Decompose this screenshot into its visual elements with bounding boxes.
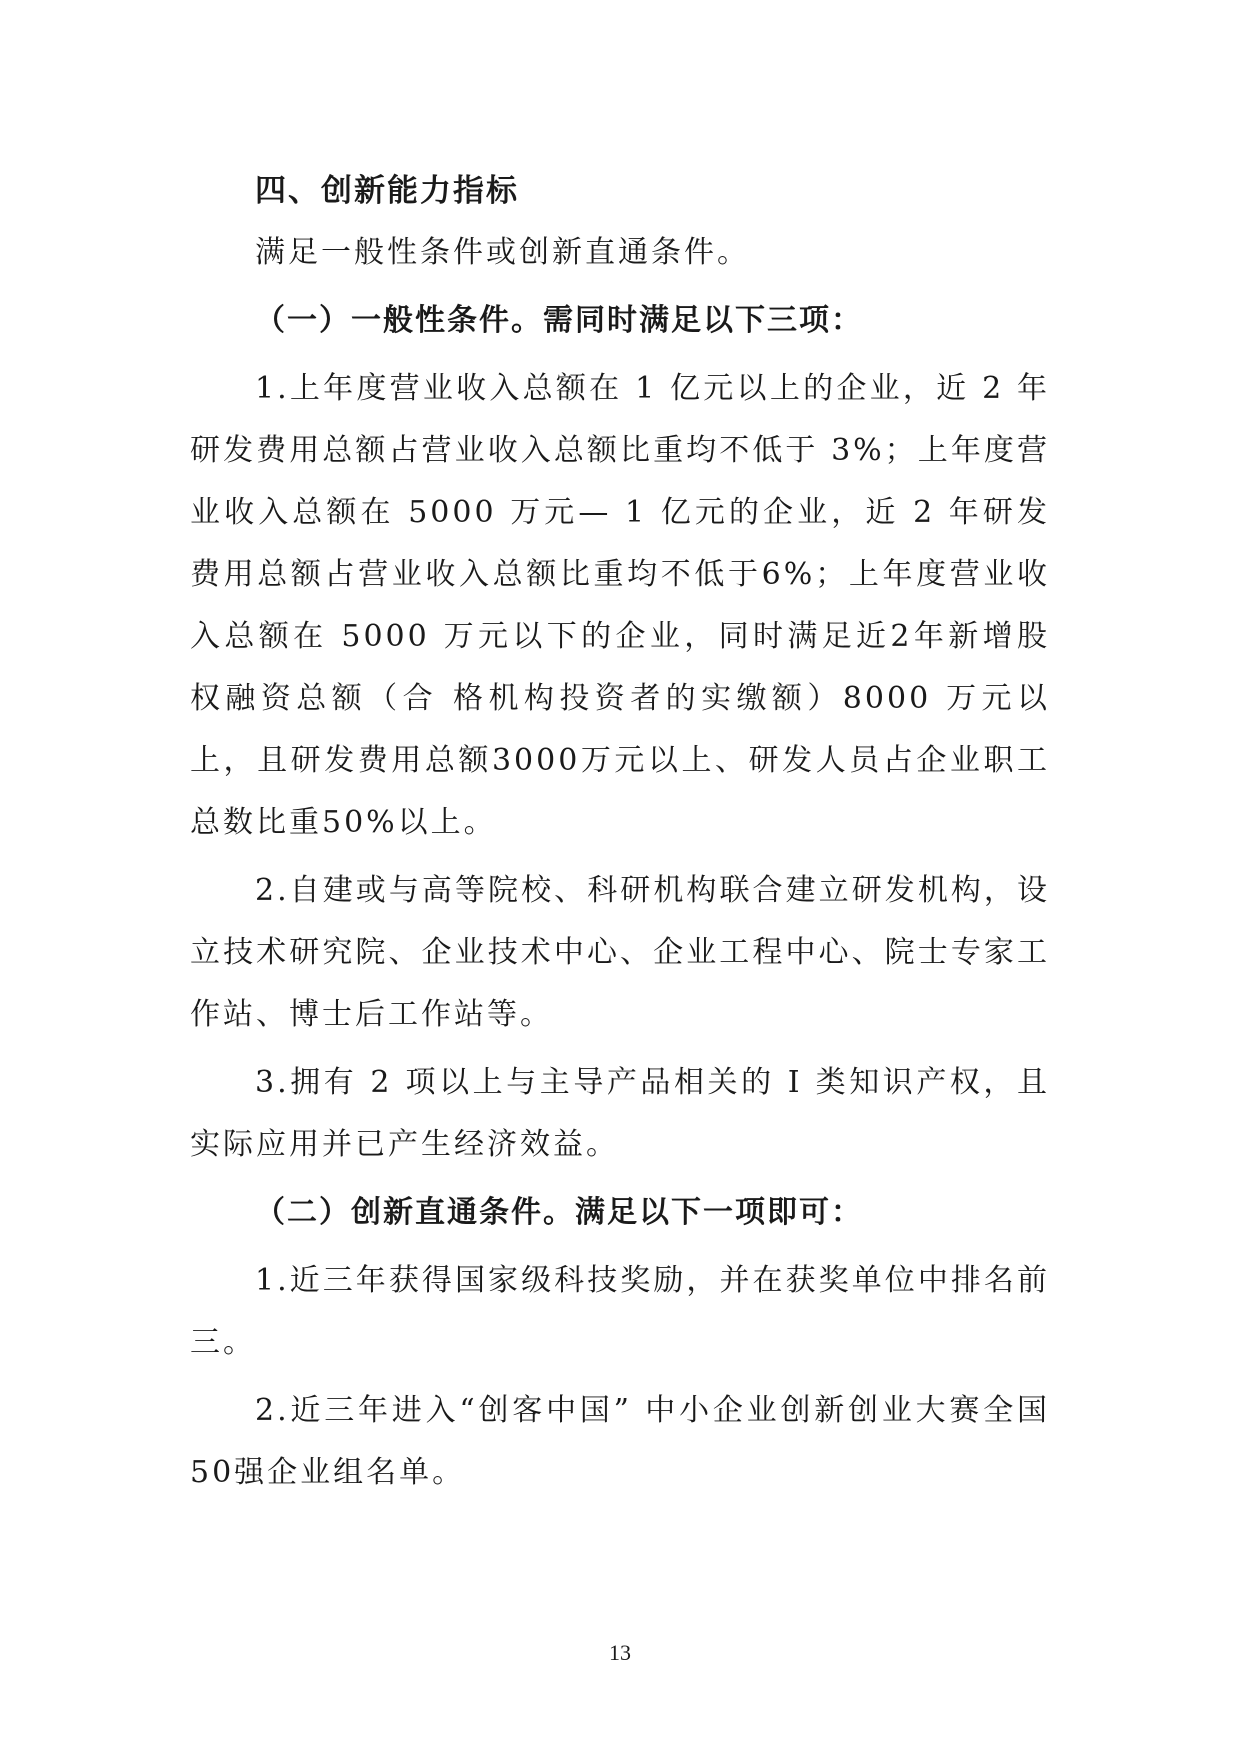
page-number: 13 — [609, 1640, 631, 1665]
direct-condition-item-1: 1.近三年获得国家级科技奖励，并在获奖单位中排名前三。 — [190, 1263, 1050, 1360]
section-intro: 满足一般性条件或创新直通条件。 — [255, 235, 750, 270]
general-condition-item-1: 1.上年度营业收入总额在 1 亿元以上的企业，近 2 年研发费用总额占营业收入总额比重均不低于 3%；上年度营业收入总额在 5000 万元— 1 亿元的企业，近 2 年研发费用总额占营业收入总额比重均不低于6%；上年度营业收入总额在 5000 万元以下的企业，同时满足近2年新增股权融资总额（合 格机构投资者的实缴额）8000 万元以上，且研发费用总额3000万元以上、研发人员占企业职工总数比重50%以上。 — [190, 371, 1050, 840]
general-conditions-heading: （一）一般性条件。需同时满足以下三项： — [255, 303, 863, 338]
direct-conditions-heading: （二）创新直通条件。满足以下一项即可： — [255, 1195, 863, 1230]
direct-condition-item-2: 2.近三年进入“创客中国” 中小企业创新创业大赛全国50强企业组名单。 — [190, 1393, 1050, 1490]
general-condition-item-2: 2.自建或与高等院校、科研机构联合建立研发机构，设立技术研究院、企业技术中心、企业工程中心、院士专家工作站、博士后工作站等。 — [190, 873, 1050, 1032]
page-content — [190, 160, 1050, 1510]
general-condition-item-3: 3.拥有 2 项以上与主导产品相关的 I 类知识产权，且实际应用并已产生经济效益。 — [190, 1065, 1050, 1162]
section-title: 四、创新能力指标 — [255, 173, 519, 209]
